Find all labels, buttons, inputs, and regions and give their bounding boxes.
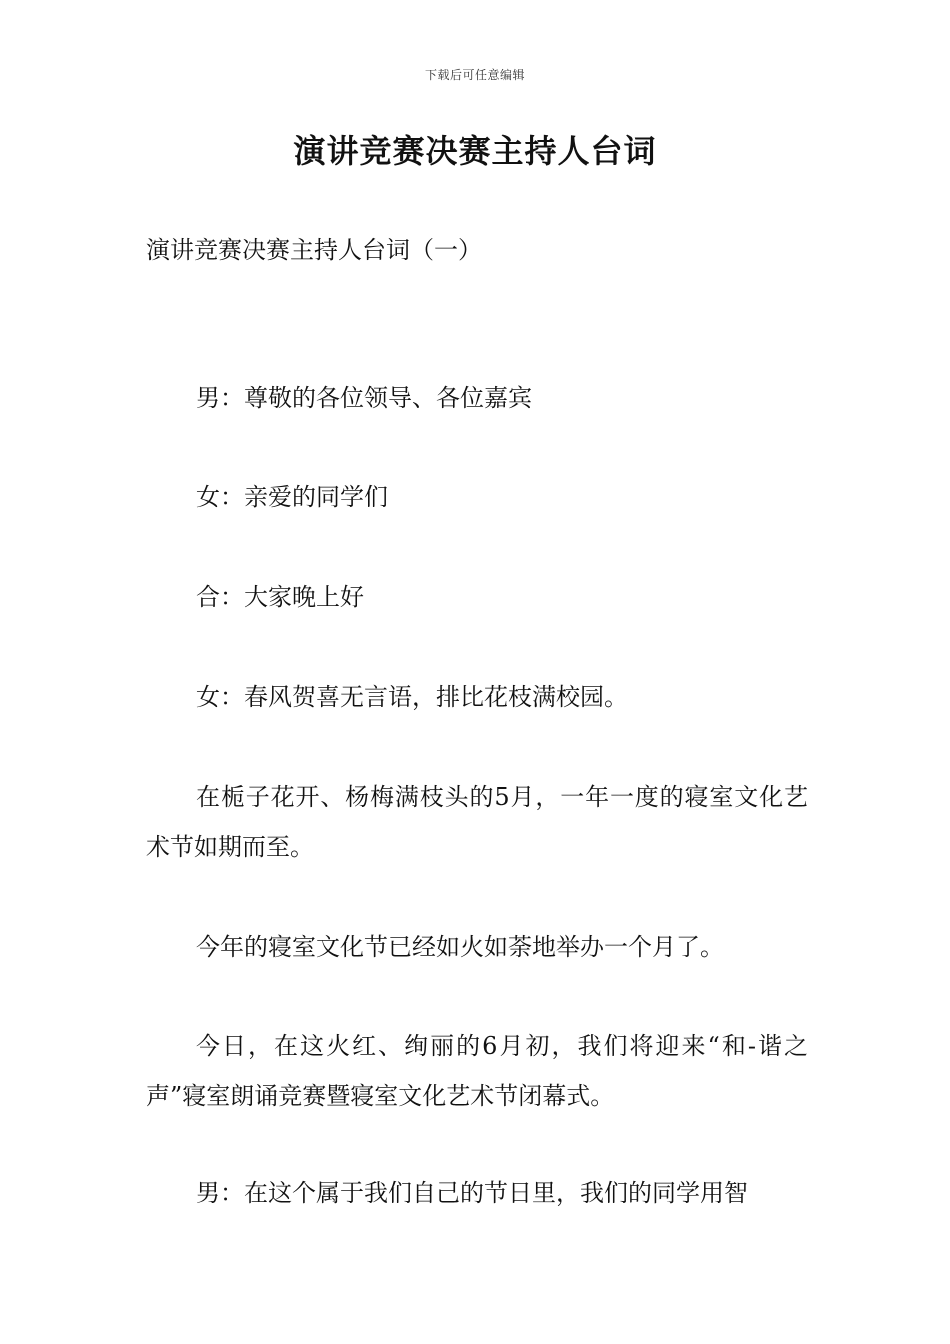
paragraph-3: 合：大家晚上好 (196, 583, 364, 611)
section-subtitle: 演讲竞赛决赛主持人台词（一） (146, 236, 482, 264)
document-title: 演讲竞赛决赛主持人台词 (293, 132, 657, 170)
paragraph-6: 今年的寝室文化节已经如火如荼地举办一个月了。 (196, 933, 724, 961)
paragraph-8: 男：在这个属于我们自己的节日里，我们的同学用智 (196, 1179, 748, 1207)
paragraph-4: 女：春风贺喜无言语，排比花枝满校园。 (196, 683, 628, 711)
paragraph-7: 今日，在这火红、绚丽的6月初，我们将迎来“和-谐之声”寝室朗诵竞赛暨寝室文化艺术节闭幕式。 (146, 1032, 808, 1110)
paragraph-1: 男：尊敬的各位领导、各位嘉宾 (196, 384, 532, 412)
paragraph-2: 女：亲爱的同学们 (196, 483, 388, 511)
header-note: 下载后可任意编辑 (424, 68, 525, 82)
paragraph-5: 在栀子花开、杨梅满枝头的5月，一年一度的寝室文化艺术节如期而至。 (146, 783, 808, 861)
